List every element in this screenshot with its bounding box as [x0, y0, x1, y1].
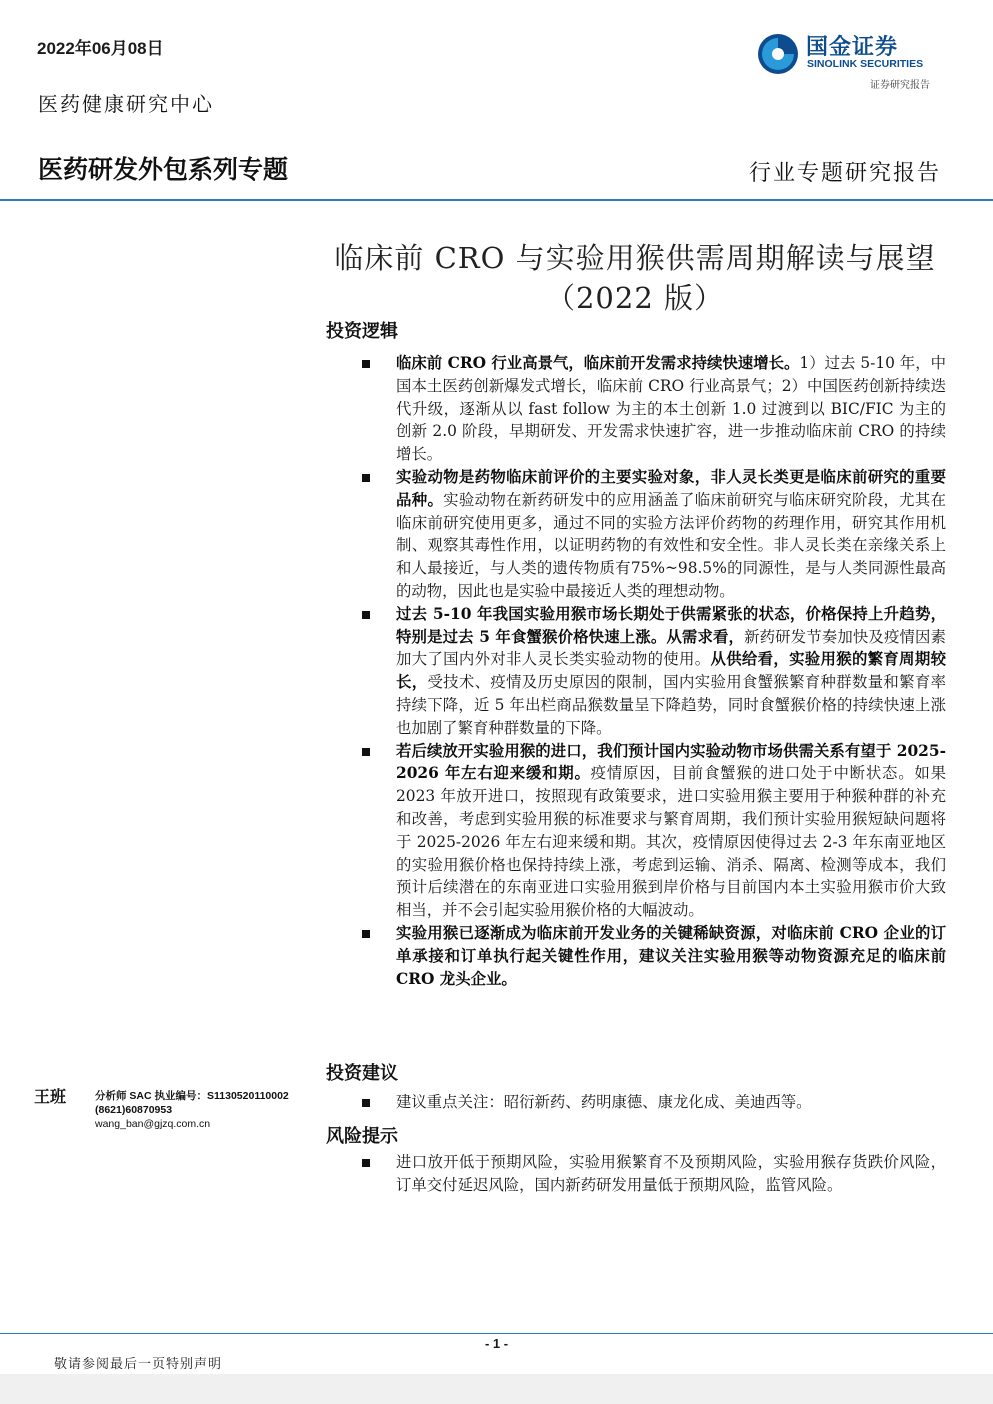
list-item — [360, 603, 946, 740]
analyst-phone: (8621)60870953 — [95, 1104, 173, 1116]
list-item — [360, 1091, 946, 1114]
section-heading-advice: 投资建议 — [326, 1063, 398, 1084]
report-title — [330, 238, 940, 318]
bullet-lead: 过去 5-10 年我国实验用猴市场长期处于供需紧张的状态，价格保持上升趋势，特别是过去 5 年食蟹猴价格快速上涨。从需求看， — [396, 604, 946, 646]
page-number: - 1 - — [484, 1336, 509, 1351]
header-divider — [0, 199, 993, 201]
bullet-body-2: 受技术、疫情及历史原因的限制，国内实验用食蟹猴繁育种群数量和繁育率持续下降，近 5 年出栏商品猴数量呈下降趋势，同时食蟹猴价格的持续快速上涨也加剧了繁育种群数量的下降。 — [396, 673, 946, 737]
bullet-lead: 临床前 CRO 行业高景气，临床前开发需求持续快速增长。 — [396, 354, 800, 372]
report-date: 2022年06月08日 — [37, 39, 164, 58]
list-item — [360, 466, 946, 603]
bullet-body: 建议重点关注：昭衍新药、药明康德、康龙化成、美迪西等。 — [396, 1093, 812, 1111]
research-center: 医药健康研究中心 — [38, 92, 214, 116]
bullet-square-icon — [362, 930, 370, 938]
bullet-square-icon — [362, 474, 370, 482]
advice-bullet-list — [360, 1091, 946, 1114]
logo-subtitle: 证券研究报告 — [870, 80, 930, 91]
logo-name-en: SINOLINK SECURITIES — [807, 58, 924, 70]
report-type: 行业专题研究报告 — [748, 161, 941, 186]
disclaimer-note: 敬请参阅最后一页特别声明 — [54, 1357, 223, 1372]
company-logo — [756, 30, 946, 94]
bullet-square-icon — [362, 748, 370, 756]
bullet-body: 进口放开低于预期风险，实验用猴繁育不及预期风险，实验用猴存货跌价风险，订单交付延迟风险，国内新药研发用量低于预期风险，监管风险。 — [396, 1153, 946, 1194]
bullet-body: 疫情原因，目前食蟹猴的进口处于中断状态。如果 2023 年放开进口，按照现有政策要求，进口实验用猴主要用于种猴种群的补充和改善，考虑到实验用猴的标准要求与繁育周期，我们预计实验用猴短缺问题将于 2025-2026 年左右迎来缓和期。其次，疫情原因使得过去 2-3 年东南亚地区的实验用猴价格也保持持续上涨，考虑到运输、消杀、隔离、检测等成本，我们预计后续潜在的东南亚进口实验用猴到岸价格与目前国内本土实验用猴市价大致相当，并不会引起实验用猴价格的大幅波动。 — [396, 764, 946, 920]
bullet-lead: 若后续放开实验用猴的进口，我们预计国内实验动物市场供需关系有望于 2025-2026 年左右迎来缓和期。 — [396, 741, 946, 783]
bullet-body: 1）过去 5-10 年，中国本土医药创新爆发式增长，临床前 CRO 行业高景气；2）中国医药创新持续迭代升级，逐渐从以 fast follow 为主的本土创新 1.0 过渡到以 BIC/FIC 为主的创新 2.0 阶段，早期研发、开发需求快速扩容，进一步推动临床前 CRO 的持续增长。 — [396, 354, 947, 464]
bullet-lead-2: 从供给看，实验用猴的繁育周期较长， — [396, 650, 946, 692]
bullet-square-icon — [362, 611, 370, 619]
footer-divider — [0, 1333, 993, 1334]
risk-bullet-list — [360, 1151, 946, 1197]
title-line-1: 临床前 CRO 与实验用猴供需周期解读与展望 — [334, 241, 936, 275]
bullet-square-icon — [362, 1099, 370, 1107]
footer-band — [0, 1374, 993, 1404]
bullet-square-icon — [362, 1159, 370, 1167]
list-item — [360, 922, 946, 990]
title-line-2: （2022 版） — [545, 281, 725, 315]
section-heading-risk: 风险提示 — [326, 1126, 398, 1147]
bullet-body: 实验动物在新药研发中的应用涵盖了临床前研究与临床研究阶段，尤其在临床前研究使用更多，通过不同的实验方法评价药物的药理作用，研究其作用机制、观察其毒性作用，以证明药物的有效性和安全性。非人灵长类在亲缘关系上和人最接近，与人类的遗传物质有75%~98.5%的同源性，是与人类同源性最高的动物，因此也是实验中最接近人类的理想动物。 — [396, 490, 946, 600]
bullet-lead: 实验用猴已逐渐成为临床前开发业务的关键稀缺资源，对临床前 CRO 企业的订单承接和订单执行起关键性作用，建议关注实验用猴等动物资源充足的临床前 CRO 龙头企业。 — [396, 923, 946, 988]
logo-name-cn: 国金证券 — [806, 34, 899, 59]
bullet-lead: 实验动物是药物临床前评价的主要实验对象，非人灵长类更是临床前研究的重要品种。 — [396, 467, 946, 509]
bullet-body: 新药研发节奏加快及疫情因素加大了国内外对非人灵长类实验动物的使用。 — [396, 627, 946, 669]
section-heading-logic: 投资逻辑 — [326, 321, 398, 342]
logic-bullet-list — [360, 352, 946, 990]
analyst-cert-no: S1130520110002 — [207, 1090, 289, 1102]
series-title: 医药研发外包系列专题 — [38, 156, 289, 184]
analyst-info — [95, 1089, 289, 1131]
list-item — [360, 1151, 946, 1197]
analyst-name: 王班 — [34, 1087, 67, 1106]
analyst-cert-label: 分析师 SAC 执业编号： — [95, 1090, 208, 1102]
analyst-email[interactable]: wang_ban@gjzq.com.cn — [95, 1118, 211, 1130]
sinolink-logo-icon — [756, 32, 800, 76]
list-item — [360, 352, 946, 466]
list-item — [360, 740, 946, 922]
bullet-square-icon — [362, 360, 370, 368]
